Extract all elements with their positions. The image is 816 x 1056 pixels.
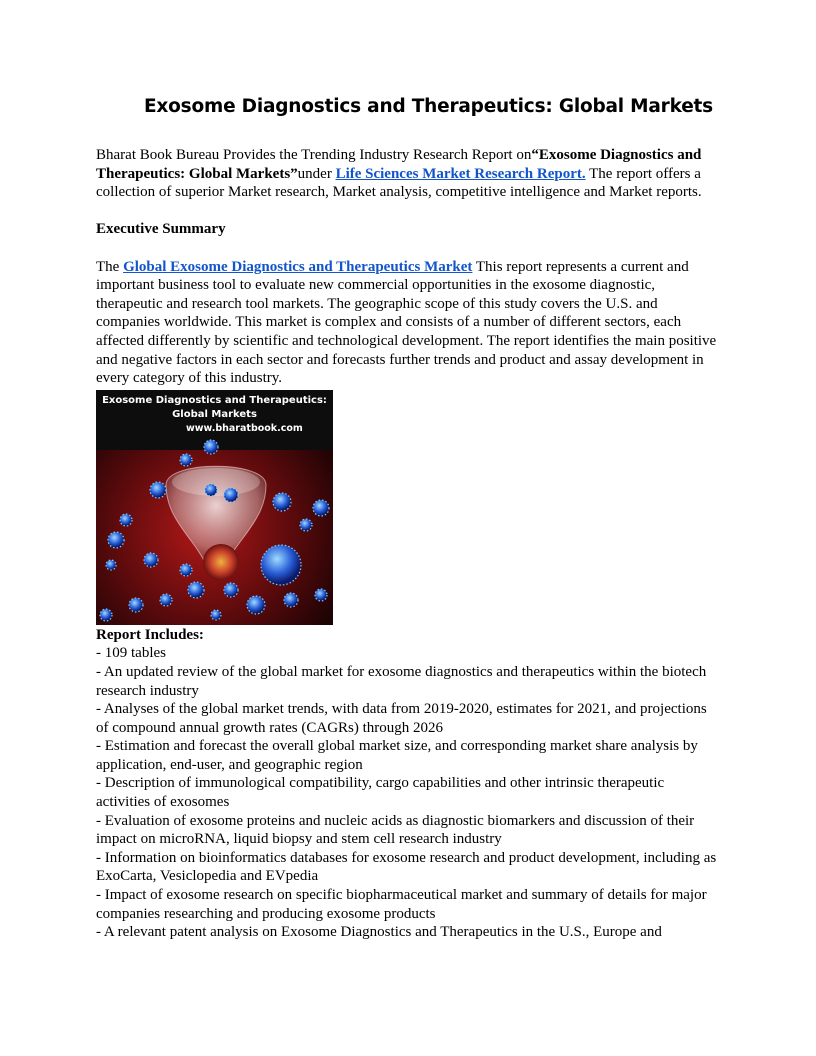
report-includes-heading: Report Includes:: [96, 626, 204, 643]
report-includes-list: [96, 644, 722, 942]
intro-under: under: [297, 165, 336, 182]
intro-suffix: The report offers a collection of superior Market research, Market analysis, competitive intelligence and Market reports.: [96, 165, 702, 201]
executive-summary-paragraph: [96, 258, 722, 388]
exec-prefix: The: [96, 258, 124, 275]
list-item: - An updated review of the global market for exosome diagnostics and therapeutics within the biotech research industry: [96, 663, 707, 699]
list-item: - Evaluation of exosome proteins and nucleic acids as diagnostic biomarkers and discussion of their impact on microRNA, liquid biopsy and stem cell research industry: [96, 812, 695, 848]
document-body: [96, 146, 722, 942]
list-item: - Information on bioinformatics databases for exosome research and product development, including as ExoCarta, Vesiclopedia and EVpedia: [96, 849, 717, 885]
intro-paragraph: [96, 146, 722, 202]
executive-summary-heading: Executive Summary: [96, 221, 226, 238]
report-cover-image: [96, 390, 333, 625]
list-item: - A relevant patent analysis on Exosome Diagnostics and Therapeutics in the U.S., Europe and: [96, 924, 662, 941]
list-item: - Impact of exosome research on specific biopharmaceutical market and summary of details for major companies researching and producing exosome products: [96, 887, 707, 922]
global-market-link[interactable]: Global Exosome Diagnostics and Therapeutics Market: [123, 258, 473, 275]
cover-title-line2: Global Markets: [172, 408, 257, 420]
intro-report-name: “Exosome Diagnostics and Therapeutics: Global Markets”: [96, 147, 702, 182]
intro-prefix: Bharat Book Bureau Provides the Trending Industry Research Report on: [96, 147, 532, 163]
list-item: - Description of immunological compatibility, cargo capabilities and other intrinsic therapeutic activities of exosomes: [96, 775, 665, 811]
life-sciences-report-link[interactable]: Life Sciences Market Research Report.: [335, 165, 586, 182]
list-item: - Analyses of the global market trends, with data from 2019-2020, estimates for 2021, and projections of compound annual growth rates (CAGRs) through 2026: [96, 701, 707, 736]
exec-text: This report represents a current and important business tool to evaluate new commercial opportunities in the exosome diagnostic, therapeutic and research tool markets. The geographic scope of this study covers the U.S. and companies worldwide. This market is complex and consists of a number of different sectors, each affected differently by scientific and technological development. The report identifies the main positive and negative factors in each sector and forecasts further trends and product and assay development in every category of this industry.: [96, 258, 717, 387]
list-item: - Estimation and forecast the overall global market size, and corresponding market share analysis by application, end-user, and geographic region: [96, 738, 698, 773]
page-title: Exosome Diagnostics and Therapeutics: Global Markets: [144, 96, 713, 117]
cover-title-line1: Exosome Diagnostics and Therapeutics:: [102, 394, 327, 406]
list-item: - 109 tables: [96, 645, 166, 662]
cover-website: www.bharatbook.com: [186, 422, 303, 434]
